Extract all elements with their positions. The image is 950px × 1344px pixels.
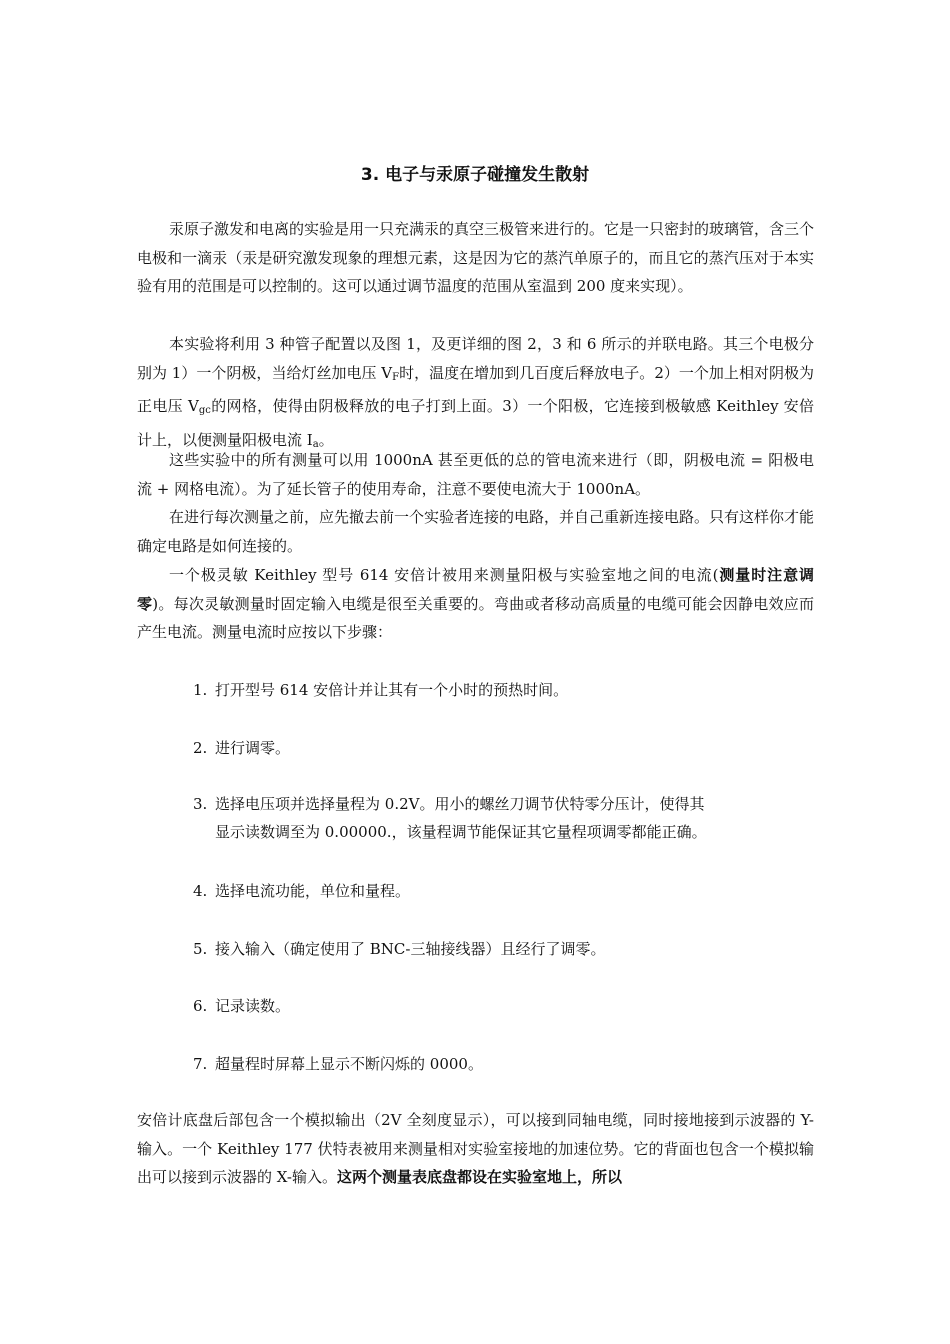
paragraph-current-limit: 这些实验中的所有测量可以用 1000nA 甚至更低的总的管电流来进行（即，阴极电流 = 阳极电流 + 网格电流）。为了延长管子的使用寿命，注意不要使电流大于 1000nA。 — [137, 451, 814, 498]
step-number: 3. — [193, 795, 208, 813]
step-text: 选择电流功能，单位和量程。 — [215, 882, 411, 900]
paragraph-ammeter — [137, 561, 814, 647]
step-number: 6. — [193, 997, 208, 1015]
paragraph-analog-output-text: 安倍计底盘后部包含一个模拟输出（2V 全刻度显示），可以接到同轴电缆，同时接地接到示波器的 Y-输入。一个 Keithley 177 伏特表被用来测量相对实验室接地的加速位势。它的背面也包含一个模拟输出可以接到示波器的 X-输入。 — [137, 1111, 814, 1186]
paragraph-reconnect: 在进行每次测量之前，应先撤去前一个实验者连接的电路，并自己重新连接电路。只有这样你才能确定电路是如何连接的。 — [137, 508, 815, 555]
zeroing-note: 测量时注意调零 — [137, 566, 814, 613]
grounding-note: 这两个测量表底盘都设在实验室地上，所以 — [336, 1168, 622, 1186]
step-text: 打开型号 614 安倍计并让其有一个小时的预热时间。 — [215, 681, 569, 699]
paragraph-ammeter-text-1: 一个极灵敏 Keithley 型号 614 安倍计被用来测量阳极与实验室地之间的电流( — [169, 566, 719, 584]
subscript-gc: gc — [198, 405, 211, 416]
step-number: 2. — [193, 739, 208, 757]
paragraph-analog-output — [137, 1106, 814, 1192]
step-text: 选择电压项并选择量程为 0.2V。用小的螺丝刀调节伏特零分压计，使得其 — [215, 795, 705, 813]
list-item — [193, 935, 605, 963]
list-item — [193, 1050, 483, 1078]
step-number: 4. — [193, 882, 208, 900]
paragraph-circuit-text-2: 时，温度在增加到几百度后释放电子。2）一个加上相对阴极为正电压 V — [137, 363, 814, 415]
list-item — [193, 992, 290, 1020]
section-title: 3. 电子与汞原子碰撞发生散射 — [360, 165, 590, 185]
paragraph-intro: 汞原子激发和电离的实验是用一只充满汞的真空三极管来进行的。它是一只密封的玻璃管，含三个电极和一滴汞（汞是研究激发现象的理想元素，这是因为它的蒸汽单原子的，而且它的蒸汽压对于本实验有用的范围是可以控制的。这可以通过调节温度的范围从室温到 200 度来实现）。 — [137, 220, 815, 295]
paragraph-circuit — [137, 330, 814, 459]
list-item — [193, 734, 290, 762]
step-number: 1. — [193, 681, 208, 699]
paragraph-circuit-text-4: 。 — [318, 430, 334, 449]
paragraph-ammeter-text-2: )。每次灵敏测量时固定输入电缆是很至关重要的。弯曲或者移动高质量的电缆可能会因静电效应而产生电流。测量电流时应按以下步骤： — [137, 594, 814, 641]
step-text-continued: 显示读数调至为 0.00000.，该量程调节能保证其它量程项调零都能正确。 — [215, 823, 707, 841]
step-number: 7. — [193, 1055, 208, 1073]
paragraph-circuit-text-1: 本实验将利用 3 种管子配置以及图 1，及更详细的图 2，3 和 6 所示的并联电路。其三个电极分别为 1）一个阴极，当给灯丝加电压 V — [137, 335, 814, 382]
step-number: 5. — [193, 940, 208, 958]
list-item — [193, 676, 568, 704]
step-text: 超量程时屏幕上显示不断闪烁的 0000。 — [215, 1055, 483, 1073]
subscript-a: a — [312, 438, 319, 450]
step-text: 接入输入（确定使用了 BNC-三轴接线器）且经行了调零。 — [215, 940, 606, 958]
list-item — [193, 790, 707, 846]
list-item — [193, 877, 410, 905]
paragraph-circuit-text-3: 的网格，使得由阴极释放的电子打到上面。3）一个阳极，它连接到极敏感 Keithley 安倍计上，以便测量阳极电流 I — [137, 397, 814, 449]
step-text: 进行调零。 — [215, 739, 291, 757]
step-text: 记录读数。 — [215, 997, 291, 1015]
subscript-f: F — [392, 371, 400, 383]
